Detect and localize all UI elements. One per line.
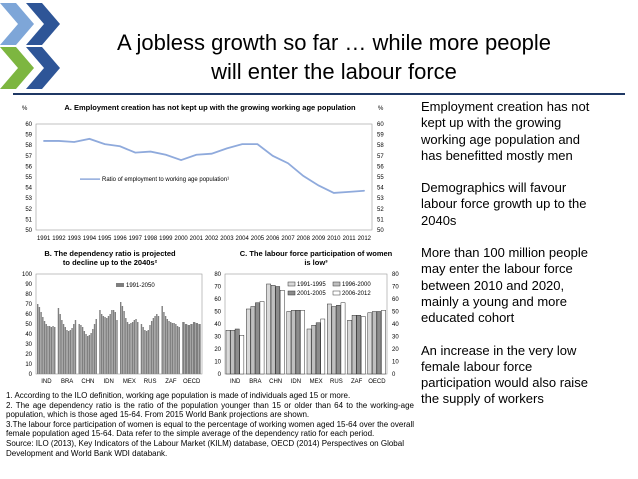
chart-b-xtick: IND — [41, 379, 52, 385]
chart-a-point — [165, 154, 166, 155]
chart-b-bar — [130, 323, 131, 374]
chart-c-bar — [336, 305, 340, 374]
chart-a-ytick-left: 52 — [25, 206, 32, 213]
chart-a-ytick-left: 57 — [25, 153, 32, 160]
chart-c-bar — [361, 317, 365, 375]
chart-b-bar — [154, 316, 155, 374]
chart-c-ytick-left: 70 — [214, 284, 221, 291]
chart-b-bar — [156, 314, 157, 374]
chart-b-xtick: CHN — [81, 379, 95, 385]
chart-b-bar — [109, 314, 110, 374]
chart-a-point — [318, 185, 319, 186]
chart-b-bar — [177, 326, 178, 374]
chart-b-bar — [51, 327, 52, 374]
slide-title-line1: A jobless growth so far … while more people — [116, 30, 552, 55]
chart-b-bar — [162, 306, 163, 374]
chart-b-bar — [182, 322, 184, 374]
chart-b-bar — [198, 324, 200, 374]
chart-a-ytick-right: 54 — [377, 185, 384, 192]
chart-b-bar — [163, 312, 164, 374]
chart-b-bar — [79, 324, 80, 374]
chart-b-bar — [148, 330, 149, 374]
chart-b-ytick: 90 — [25, 282, 32, 288]
chart-b-bar — [116, 320, 117, 374]
chart-c-ytick-left: 80 — [214, 272, 221, 278]
chart-b-bar — [179, 327, 180, 374]
chart-c-ytick-left: 40 — [214, 322, 221, 328]
chart-a-point — [74, 141, 75, 142]
chart-a-xtick: 2008 — [296, 236, 310, 242]
chart-b-bar — [135, 319, 136, 374]
chart-a-point — [287, 163, 288, 164]
chart-a-series-line — [44, 139, 365, 193]
chart-b-title: B. The dependency ratio is projected to decline up to the 2040s² — [44, 249, 176, 267]
chart-b-bar — [73, 324, 74, 374]
chart-c-ytick-right: 10 — [392, 359, 399, 366]
chart-c-bar — [341, 303, 345, 374]
chart-a-xtick: 2007 — [281, 236, 295, 242]
chart-b-xtick: RUS — [143, 379, 157, 385]
chart-a-point — [364, 190, 365, 191]
chart-b-bar — [146, 331, 147, 374]
chart-b-bar — [94, 324, 95, 374]
chart-c-bar — [240, 335, 244, 374]
chart-c-bar — [316, 323, 320, 374]
chart-a-point — [150, 151, 151, 152]
chart-b-bar — [134, 320, 135, 374]
side-point-2: Demographics will favour labour force growth up to the 2040s — [421, 180, 587, 228]
chart-a-xtick: 2003 — [220, 236, 234, 242]
chart-c-bar — [381, 310, 385, 374]
chart-a-xtick: 2004 — [235, 236, 249, 242]
chart-b-bar — [70, 330, 71, 374]
chart-b-bar — [47, 326, 48, 374]
chart-b-xtick: BRA — [60, 379, 74, 385]
side-point-3: More than 100 million people may enter the labour force between 2010 and 2020, mainly a young and more educated cohort — [421, 245, 588, 326]
chart-a-xtick: 1997 — [128, 236, 142, 242]
side-text — [421, 99, 596, 424]
chart-c-xtick: BRA — [249, 379, 262, 385]
chart-b-bar — [115, 312, 116, 374]
chart-b-bar — [96, 319, 97, 374]
chart-a-point — [333, 192, 334, 193]
chart-a-unit-right: % — [378, 106, 384, 112]
chart-a-xtick: 1995 — [98, 236, 112, 242]
chart-c-ytick-left: 20 — [214, 347, 221, 353]
slide-title-line2: will enter the labour force — [211, 59, 457, 84]
side-point-1: Employment creation has not kept up with the growing working age population and has benefitted mostly men — [421, 99, 590, 163]
chart-b-bar — [80, 325, 81, 374]
chart-c-ytick-right: 70 — [392, 284, 399, 291]
chart-a-ytick-right: 59 — [377, 132, 384, 139]
chart-c-bar — [287, 312, 291, 375]
chart-a-point — [348, 191, 349, 192]
chart-a-xtick: 2010 — [327, 236, 341, 242]
chart-a-ytick-right: 55 — [377, 175, 384, 181]
chart-b-bar — [101, 314, 102, 374]
chart-c-legend-label: 1996-2000 — [342, 282, 371, 288]
chart-b-ytick: 40 — [25, 332, 32, 338]
chart-c-bar — [231, 330, 235, 374]
chart-b-bar — [99, 310, 100, 374]
chart-c-bar — [267, 284, 271, 374]
chart-a-ytick-left: 56 — [25, 164, 32, 171]
chart-a-ytick-left: 53 — [25, 196, 32, 203]
chart-c-bar — [246, 309, 250, 374]
chart-b-bar — [58, 308, 59, 374]
chart-b-xtick: ZAF — [165, 379, 177, 385]
chart-b-xtick: IDN — [103, 379, 114, 385]
chart-c-ytick-right: 80 — [392, 272, 399, 278]
chart-a-xtick: 2009 — [311, 236, 326, 242]
chart-b-bar — [144, 330, 145, 374]
chart-b-ytick: 20 — [25, 352, 32, 358]
chart-a-point — [58, 140, 59, 141]
chart-c-bar — [260, 302, 264, 375]
chart-b-bar — [108, 316, 109, 374]
chart-b-bar — [193, 322, 195, 374]
chart-b-bar — [92, 329, 93, 374]
chart-b-bar — [127, 322, 128, 374]
chart-b-bar — [175, 324, 176, 374]
chart-b-bar — [111, 310, 112, 374]
chart-c-bar — [255, 303, 259, 374]
chart-a-point — [89, 138, 90, 139]
chart-c-xtick: OECD — [368, 379, 386, 385]
chart-b — [0, 262, 210, 390]
chart-c-ytick-right: 40 — [392, 322, 399, 328]
chart-a-xtick: 1998 — [143, 236, 158, 242]
chart-a-point — [180, 159, 181, 160]
chart-b-bar — [168, 321, 169, 374]
chart-a-ytick-right: 52 — [377, 206, 384, 213]
chart-a-xtick: 1992 — [52, 236, 66, 242]
footnote-1: 1. According to the ILO definition, working age population is made of individuals aged 15 or more. — [6, 391, 351, 400]
chart-b-bar — [59, 314, 60, 374]
chart-a-point — [211, 153, 212, 154]
chart-c-ytick-left: 50 — [214, 309, 221, 316]
chart-b-bar — [172, 323, 173, 374]
chart-b-ytick: 30 — [25, 342, 32, 348]
chart-c-bar — [348, 320, 352, 374]
chart-c-xtick: IND — [229, 379, 241, 385]
chart-c-legend-swatch — [288, 291, 295, 295]
chart-b-bar — [106, 318, 107, 374]
chart-c-ytick-left: 60 — [214, 297, 221, 303]
chart-b-ytick: 80 — [25, 292, 32, 298]
chart-a-ytick-left: 59 — [25, 132, 32, 139]
chart-b-legend-swatch — [116, 283, 124, 287]
chart-c-ytick-right: 30 — [392, 334, 399, 341]
chart-a-ytick-left: 58 — [25, 143, 32, 150]
chart-c-bar — [226, 330, 230, 374]
chart-b-bar — [190, 324, 192, 374]
chart-c-xtick: ZAF — [350, 379, 363, 385]
chart-c-legend-swatch — [333, 291, 340, 295]
chart-c-xtick: RUS — [330, 379, 343, 385]
chart-a-unit-left: % — [22, 106, 28, 112]
footnote-source: Source: ILO (2013), Key Indicators of the Labour Market (KILM) database, OECD (2014) Perspectives on Global Development and World Bank WDI databank. — [6, 438, 404, 458]
chart-b-bar — [44, 321, 45, 374]
chart-b-legend-label: 1991-2050 — [126, 283, 155, 289]
chart-a-point — [43, 140, 44, 141]
chart-c-bar — [307, 329, 311, 374]
chart-c-ytick-right: 20 — [392, 347, 399, 353]
chart-c-bar — [271, 285, 275, 374]
chart-c-xtick: IDN — [290, 379, 302, 385]
chart-b-bar — [153, 318, 154, 374]
chart-c-bar — [312, 325, 316, 374]
chart-b-bar — [87, 336, 88, 374]
footnotes — [6, 391, 414, 458]
slide-title — [70, 28, 598, 86]
chart-b-bar — [151, 321, 152, 374]
chart-a-point — [196, 154, 197, 155]
side-point-4: An increase in the very low female labour force participation would also raise the supply of workers — [421, 342, 588, 407]
chart-a-point — [104, 144, 105, 145]
chart-a-ytick-left: 54 — [25, 185, 32, 192]
chart-b-bar — [40, 312, 41, 374]
chart-b-bar — [137, 322, 138, 374]
chart-c-legend-label: 2006-2012 — [342, 291, 371, 297]
title-rule — [13, 93, 625, 95]
chart-a-ytick-right: 60 — [377, 122, 384, 128]
chart-a-ytick-right: 58 — [377, 143, 384, 150]
chart-c-legend-label: 2001-2005 — [297, 291, 326, 297]
chart-c-bar — [357, 315, 361, 374]
chart-b-bar — [61, 320, 62, 374]
chart-b-ytick: 60 — [25, 312, 32, 318]
chart-b-ytick: 10 — [25, 362, 32, 368]
chart-a-legend-label: Ratio of employment to working age population¹ — [102, 177, 230, 184]
chart-b-bar — [188, 325, 190, 374]
chart-c-bar — [377, 312, 381, 375]
footnote-3: 3.The labour force participation of women is equal to the percentage of working women aged 15-64 over the overall female population aged 15-64. Data refer to the simple average of the dependency ratio for each period. — [6, 419, 414, 439]
chart-b-bar — [68, 331, 69, 374]
chart-b-bar — [49, 326, 50, 374]
chart-a-ytick-right: 51 — [377, 217, 384, 224]
chart-a-xtick: 2006 — [266, 236, 280, 242]
chart-b-bar — [170, 322, 171, 374]
chart-a-ytick-right: 53 — [377, 196, 384, 203]
chart-b-bar — [42, 317, 43, 374]
chart-a-xtick: 2012 — [357, 236, 372, 242]
chart-a-point — [135, 152, 136, 153]
chart-c-ytick-right: 50 — [392, 309, 399, 316]
chart-c-ytick-right: 60 — [392, 297, 399, 303]
chart-a-xtick: 2001 — [189, 236, 204, 242]
chart-a-xtick: 2011 — [342, 236, 356, 242]
chart-a-ytick-left: 60 — [25, 122, 32, 128]
chart-b-bar — [165, 316, 166, 374]
chart-b-bar — [52, 326, 53, 374]
chart-c-xtick: MEX — [309, 379, 323, 385]
chart-b-bar — [89, 335, 90, 374]
chart-a-point — [119, 146, 120, 147]
chart-b-bar — [39, 307, 40, 374]
chart-b-bar — [120, 302, 121, 374]
chart-b-ytick: 0 — [28, 372, 32, 378]
chart-c-bar — [251, 307, 255, 375]
chart-a-point — [272, 155, 273, 156]
chart-b-bar — [46, 324, 47, 374]
chart-c-bar — [291, 310, 295, 374]
chart-a-ytick-right: 50 — [377, 228, 384, 234]
chart-c-bar — [280, 290, 284, 374]
chart-a-point — [257, 144, 258, 145]
chart-b-bar — [63, 324, 64, 374]
chart-a-xtick: 1991 — [36, 236, 51, 242]
chart-b-bar — [185, 324, 187, 374]
chart-b-bar — [75, 320, 76, 374]
chart-a-xtick: 2002 — [204, 236, 219, 242]
chart-c-title: C. The labour force participation of women is low³ — [239, 249, 393, 267]
chart-b-bar — [123, 311, 124, 374]
chart-c-bar — [276, 287, 280, 375]
chart-c-legend-label: 1991-1995 — [297, 282, 326, 288]
chart-b-ytick: 100 — [21, 272, 32, 278]
chart-b-bar — [196, 323, 198, 374]
chart-b-bar — [142, 327, 143, 374]
chart-b-bar — [84, 331, 85, 374]
chart-b-bar — [113, 310, 114, 374]
chart-b-bar — [149, 325, 150, 374]
chart-b-bar — [71, 328, 72, 374]
chart-c — [205, 262, 418, 390]
chart-b-xtick: MEX — [122, 379, 136, 385]
oecd-logo — [0, 0, 80, 90]
chart-b-xtick: OECD — [182, 379, 201, 385]
chart-a-point — [303, 175, 304, 176]
chart-c-bar — [372, 312, 376, 375]
chart-b-bar — [54, 327, 55, 374]
chart-b-bar — [141, 324, 142, 374]
chart-b-bar — [173, 323, 174, 374]
chart-c-ytick-right: 0 — [392, 372, 396, 378]
chart-c-bar — [300, 310, 304, 374]
chart-b-bar — [125, 318, 126, 374]
chart-c-bar — [321, 319, 325, 374]
chart-b-bar — [122, 306, 123, 374]
chart-a-ytick-left: 51 — [25, 217, 32, 224]
chart-c-bar — [368, 313, 372, 374]
chart-c-bar — [327, 304, 331, 374]
chart-c-legend-swatch — [333, 282, 340, 286]
chart-a-xtick: 1999 — [159, 236, 173, 242]
chart-c-bar — [352, 315, 356, 374]
chart-b-bar — [104, 317, 105, 374]
chart-a-ytick-left: 55 — [25, 175, 32, 181]
chart-b-ytick: 50 — [25, 322, 32, 328]
chart-a-xtick: 2005 — [250, 236, 265, 242]
chart-b-bar — [132, 322, 133, 374]
chart-a-title: A. Employment creation has not kept up with the growing working age population — [64, 103, 356, 112]
chart-a-ytick-left: 50 — [25, 228, 32, 234]
chart-c-bar — [235, 329, 239, 374]
chart-a-xtick: 1994 — [82, 236, 97, 242]
chart-a-xtick: 1996 — [113, 236, 127, 242]
chart-c-legend-swatch — [288, 282, 295, 286]
chart-a — [0, 100, 418, 248]
chart-a-point — [242, 144, 243, 145]
chart-b-bar — [65, 327, 66, 374]
chart-b-bar — [129, 324, 130, 374]
chart-b-bar — [66, 330, 67, 374]
chart-a-ytick-right: 57 — [377, 153, 384, 160]
chart-a-xtick: 1993 — [67, 236, 81, 242]
chart-a-point — [226, 148, 227, 149]
chart-b-bar — [85, 334, 86, 374]
chart-b-ytick: 70 — [25, 302, 32, 308]
chart-c-bar — [296, 310, 300, 374]
chart-c-xtick: CHN — [269, 379, 283, 385]
chart-a-ytick-right: 56 — [377, 164, 384, 171]
chart-c-bar — [332, 307, 336, 375]
chart-b-bar — [167, 319, 168, 374]
footnote-2: 2. The age dependency ratio is the ratio of the population younger than 15 or older than 64 to the working-age population, which is those aged 15-64. From 2015 World Bank projections are shown. — [6, 400, 414, 420]
chart-b-bar — [37, 304, 38, 374]
chart-c-ytick-left: 30 — [214, 334, 221, 341]
chart-b-bar — [90, 333, 91, 374]
chart-b-bar — [82, 327, 83, 374]
chart-c-ytick-left: 0 — [217, 372, 221, 378]
chart-a-xtick: 2000 — [174, 236, 188, 242]
chart-b-bar — [103, 316, 104, 374]
chart-b-bar — [158, 316, 159, 374]
chart-c-ytick-left: 10 — [214, 359, 221, 366]
